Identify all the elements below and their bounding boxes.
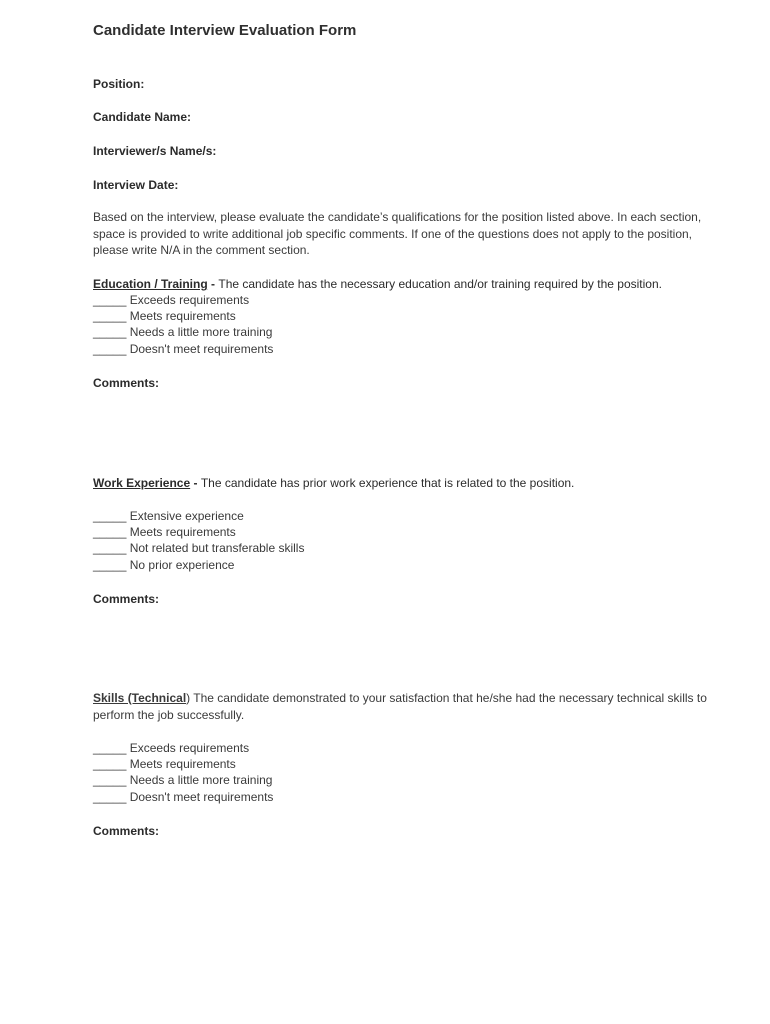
- work-option[interactable]: [93, 557, 234, 573]
- work-heading: Work Experience: [93, 476, 191, 490]
- option-label: Meets requirements: [129, 309, 236, 323]
- option-label: Extensive experience: [129, 509, 244, 523]
- answer-blank[interactable]: _____: [93, 541, 127, 555]
- education-heading: Education / Training: [93, 277, 208, 291]
- skills-comments-label: Comments:: [93, 824, 160, 838]
- answer-blank[interactable]: _____: [93, 790, 127, 804]
- work-option[interactable]: [93, 524, 236, 540]
- skills-option[interactable]: [93, 789, 273, 805]
- option-label: Doesn't meet requirements: [129, 790, 274, 804]
- answer-blank[interactable]: _____: [93, 525, 127, 539]
- option-label: Meets requirements: [129, 525, 236, 539]
- education-separator: -: [207, 277, 219, 291]
- option-label: Needs a little more training: [129, 773, 273, 787]
- education-option[interactable]: [93, 308, 236, 324]
- education-section-heading: [93, 276, 662, 293]
- skills-heading: Skills (Technical: [93, 691, 187, 705]
- answer-blank[interactable]: _____: [93, 558, 127, 572]
- work-option[interactable]: [93, 508, 244, 524]
- form-title: Candidate Interview Evaluation Form: [93, 22, 357, 39]
- education-comments-label: Comments:: [93, 376, 160, 390]
- answer-blank[interactable]: _____: [93, 342, 127, 356]
- skills-separator: ): [186, 691, 191, 705]
- position-field[interactable]: Position:: [93, 77, 145, 91]
- answer-blank[interactable]: _____: [93, 757, 127, 771]
- answer-blank[interactable]: _____: [93, 741, 127, 755]
- work-description: The candidate has prior work experience that is related to the position.: [200, 476, 575, 490]
- answer-blank[interactable]: _____: [93, 293, 127, 307]
- work-option[interactable]: [93, 540, 304, 556]
- answer-blank[interactable]: _____: [93, 509, 127, 523]
- option-label: Needs a little more training: [129, 325, 273, 339]
- instructions-paragraph: Based on the interview, please evaluate the candidate’s qualifications for the position listed above. In each section, space is provided to write additional job specific comments. If one of the questions does not apply to the position, please write N/A in the comment section.: [93, 210, 702, 258]
- education-option[interactable]: [93, 341, 273, 357]
- interview-date-field[interactable]: Interview Date:: [93, 178, 179, 192]
- answer-blank[interactable]: _____: [93, 309, 127, 323]
- work-separator: -: [190, 476, 201, 490]
- work-section-heading: [93, 475, 574, 492]
- education-description: The candidate has the necessary education and/or training required by the position.: [218, 277, 662, 291]
- option-label: Exceeds requirements: [129, 741, 250, 755]
- skills-option[interactable]: [93, 740, 249, 756]
- interviewers-field[interactable]: Interviewer/s Name/s:: [93, 144, 217, 158]
- option-label: Doesn't meet requirements: [129, 342, 274, 356]
- skills-option[interactable]: [93, 772, 272, 788]
- education-option[interactable]: [93, 324, 272, 340]
- skills-description: The candidate demonstrated to your satisfaction that he/she had the necessary technical skills to perform the job successfully.: [93, 691, 707, 722]
- skills-option[interactable]: [93, 756, 236, 772]
- option-label: Exceeds requirements: [129, 293, 250, 307]
- candidate-name-field[interactable]: Candidate Name:: [93, 110, 192, 124]
- option-label: Not related but transferable skills: [129, 541, 305, 555]
- education-option[interactable]: [93, 292, 249, 308]
- option-label: No prior experience: [129, 558, 235, 572]
- answer-blank[interactable]: _____: [93, 773, 127, 787]
- option-label: Meets requirements: [129, 757, 236, 771]
- answer-blank[interactable]: _____: [93, 325, 127, 339]
- work-comments-label: Comments:: [93, 592, 160, 606]
- skills-section-heading: [93, 690, 717, 723]
